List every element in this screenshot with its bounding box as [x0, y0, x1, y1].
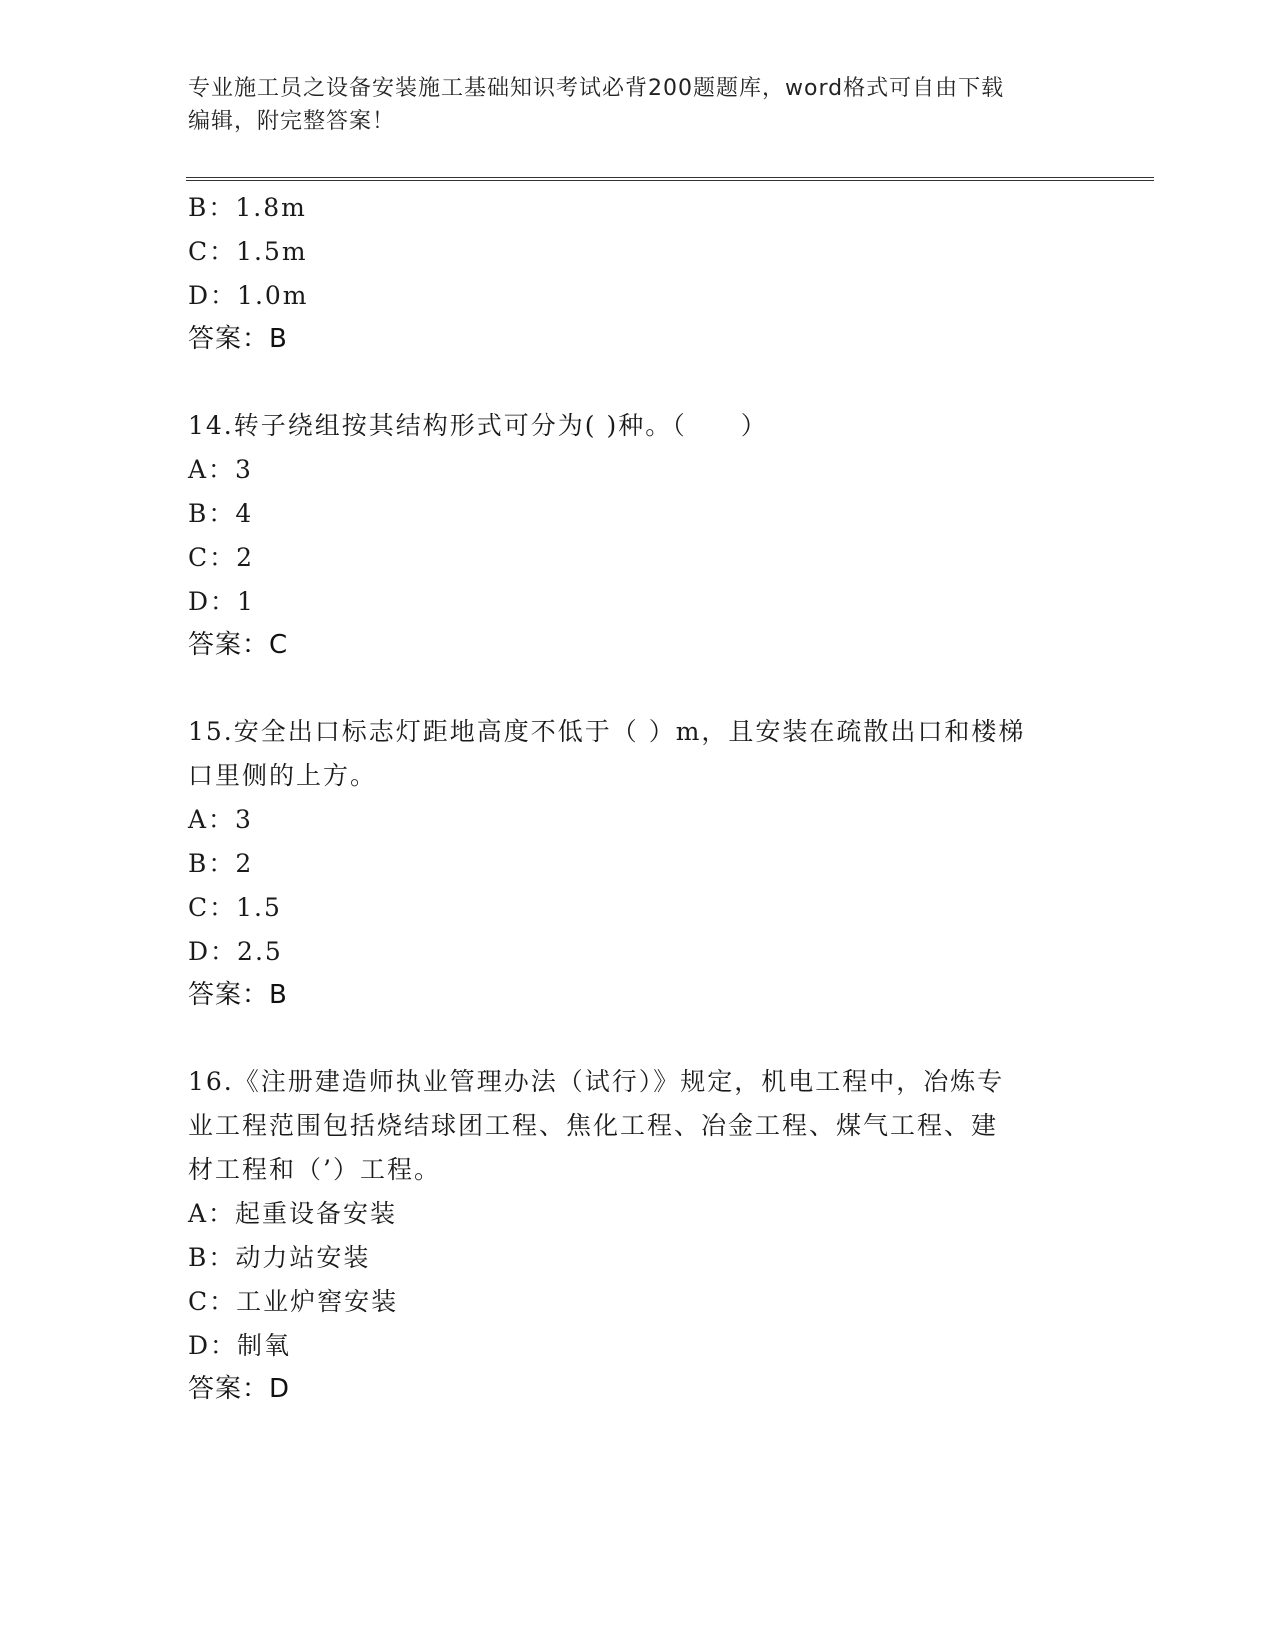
q14-option-b: B：4 [188, 499, 254, 528]
q14-answer: 答案：C [188, 630, 289, 660]
q15-option-b: B：2 [188, 849, 254, 878]
q16-question-line-2: 业工程范围包括烧结球团工程、焦化工程、冶金工程、煤气工程、建 [188, 1111, 999, 1140]
q14-option-c: C：2 [188, 543, 255, 572]
q13-option-b: B：1.8m [188, 193, 307, 222]
q16-answer: 答案：D [188, 1374, 291, 1404]
q15-option-c: C：1.5 [188, 893, 282, 922]
q14-option-d: D：1 [188, 587, 255, 616]
q15-option-a: A：3 [188, 805, 253, 834]
q13-option-d: D：1.0m [188, 281, 309, 310]
q15-question-line-2: 口里侧的上方。 [188, 761, 378, 790]
q16-question-line-3: 材工程和（’）工程。 [188, 1155, 441, 1184]
header-divider [186, 177, 1154, 181]
q16-option-b: B：动力站安装 [188, 1243, 371, 1272]
header-title-line-2: 编辑，附完整答案！ [188, 109, 396, 134]
q16-option-a: A：起重设备安装 [188, 1199, 398, 1228]
q15-option-d: D：2.5 [188, 937, 283, 966]
q15-answer: 答案：B [188, 980, 288, 1010]
q13-answer: 答案：B [188, 324, 288, 354]
q14-question: 14.转子绕组按其结构形式可分为( )种。（ ） [188, 411, 768, 440]
header-title-line-1: 专业施工员之设备安装施工基础知识考试必背200题题库，word格式可自由下载 [188, 76, 1005, 101]
q16-option-c: C：工业炉窖安装 [188, 1287, 399, 1316]
q16-question-line-1: 16.《注册建造师执业管理办法（试行）》规定，机电工程中，冶炼专 [188, 1067, 1005, 1096]
q16-option-d: D：制氧 [188, 1331, 292, 1360]
q14-option-a: A：3 [188, 455, 253, 484]
q13-option-c: C：1.5m [188, 237, 308, 266]
q15-question-line-1: 15.安全出口标志灯距地高度不低于（ ）m，且安装在疏散出口和楼梯 [188, 717, 1026, 746]
document-header [188, 72, 1068, 138]
